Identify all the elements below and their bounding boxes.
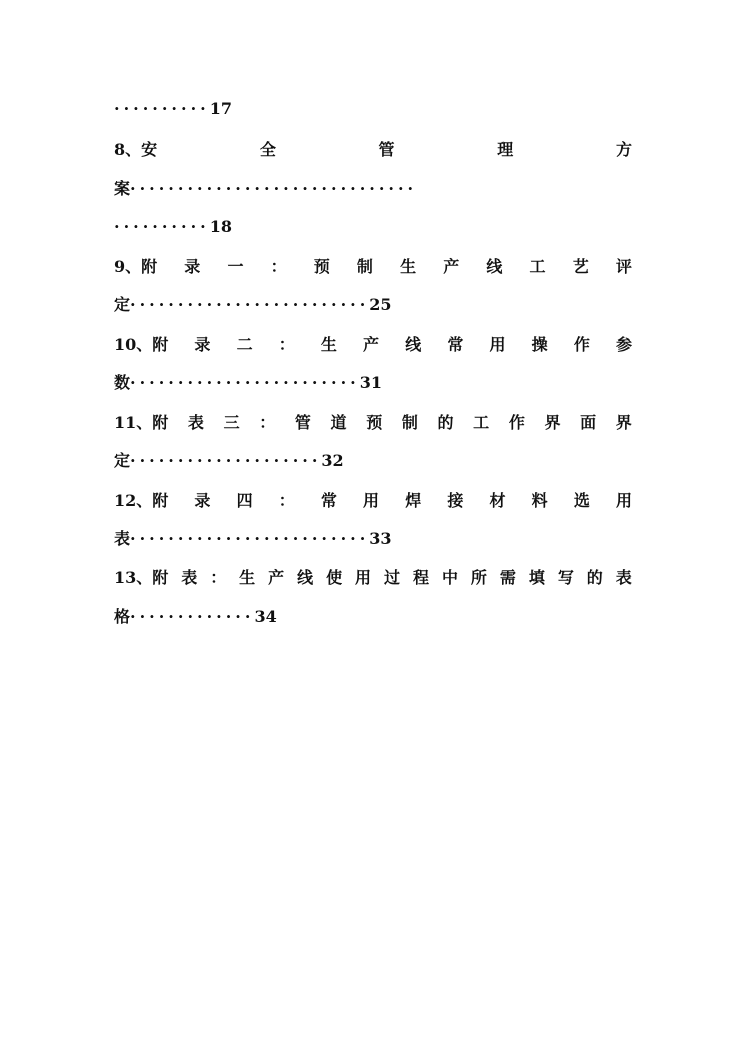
toc-char: 填: [528, 568, 545, 587]
toc-char: 二: [236, 335, 253, 354]
toc-char: 表: [114, 529, 131, 548]
toc-char: 用: [615, 491, 632, 510]
toc-char: ：: [210, 568, 227, 587]
toc-char: 四: [236, 491, 253, 510]
toc-page-number: 31: [359, 373, 382, 392]
toc-char: 一: [227, 257, 244, 276]
toc-page-number: 17: [209, 99, 232, 118]
toc-page-number: 25: [369, 295, 392, 314]
toc-char: 焊: [405, 491, 422, 510]
toc-char: 接: [447, 491, 464, 510]
toc-char: 13、附: [114, 568, 169, 587]
toc-continuation-18: [114, 213, 632, 241]
toc-char: 使: [326, 568, 343, 587]
toc-entry-9-leader[interactable]: [114, 291, 632, 319]
toc-leader-dots: ·············: [130, 607, 255, 626]
toc-char: 9、附: [114, 257, 158, 276]
toc-char: 写: [557, 568, 574, 587]
toc-char: 用: [489, 335, 506, 354]
toc-char: 定: [114, 295, 131, 314]
toc-char: 格: [114, 607, 131, 626]
toc-char: 的: [586, 568, 603, 587]
toc-char: 产: [268, 568, 285, 587]
toc-leader-dots: ··········: [114, 99, 210, 118]
toc-char: 用: [355, 568, 372, 587]
toc-char: 生: [239, 568, 256, 587]
toc-char: 表: [187, 413, 204, 432]
toc-char: 产: [363, 335, 380, 354]
toc-char: 需: [499, 568, 516, 587]
toc-char: 录: [194, 491, 211, 510]
toc-entry-9-heading[interactable]: [114, 253, 632, 281]
toc-char: 管: [294, 413, 311, 432]
toc-entry-11-heading[interactable]: [114, 409, 632, 437]
toc-char: 产: [443, 257, 460, 276]
toc-entry-8-leader[interactable]: [114, 175, 632, 203]
toc-entry-12-leader[interactable]: [114, 525, 632, 553]
toc-char: 生: [400, 257, 417, 276]
toc-char: 过: [384, 568, 401, 587]
toc-char: 理: [497, 140, 514, 159]
toc-char: 录: [184, 257, 201, 276]
toc-char: ：: [270, 257, 287, 276]
toc-char: 线: [405, 335, 422, 354]
toc-char: ：: [278, 335, 295, 354]
toc-char: 表: [615, 568, 632, 587]
toc-char: 预: [366, 413, 383, 432]
toc-page-number: 34: [254, 607, 277, 626]
toc-char: 程: [412, 568, 429, 587]
toc-page-number: 32: [321, 451, 344, 470]
toc-char: 评: [615, 257, 632, 276]
toc-char: 选: [573, 491, 590, 510]
toc-page-number: 18: [209, 217, 232, 236]
toc-char: 作: [508, 413, 525, 432]
toc-char: 面: [580, 413, 597, 432]
toc-char: 录: [194, 335, 211, 354]
toc-char: 常: [320, 491, 337, 510]
toc-char: 线: [297, 568, 314, 587]
toc-leader-dots: ··········: [114, 217, 210, 236]
toc-char: ：: [259, 413, 276, 432]
toc-char: 的: [437, 413, 454, 432]
toc-char: 工: [473, 413, 490, 432]
toc-char: 方: [615, 140, 632, 159]
toc-char: 中: [441, 568, 458, 587]
toc-continuation-17: [114, 95, 632, 123]
toc-char: 参: [615, 335, 632, 354]
toc-char: 制: [356, 257, 373, 276]
toc-char: 界: [544, 413, 561, 432]
toc-char: 艺: [572, 257, 589, 276]
toc-char: 全: [259, 140, 276, 159]
toc-char: 用: [363, 491, 380, 510]
toc-leader-dots: ························: [130, 373, 360, 392]
toc-char: 所: [470, 568, 487, 587]
toc-entry-11-leader[interactable]: [114, 447, 632, 475]
toc-char: 制: [401, 413, 418, 432]
toc-char: 生: [320, 335, 337, 354]
toc-leader-dots: ·························: [130, 295, 370, 314]
toc-char: 操: [531, 335, 548, 354]
toc-char: 材: [489, 491, 506, 510]
toc-char: 10、附: [114, 335, 169, 354]
toc-char: 案: [114, 179, 131, 198]
toc-char: 预: [313, 257, 330, 276]
toc-char: 管: [378, 140, 395, 159]
toc-entry-10-leader[interactable]: [114, 369, 632, 397]
toc-char: 常: [447, 335, 464, 354]
toc-char: 线: [486, 257, 503, 276]
toc-page-number: 33: [369, 529, 392, 548]
toc-char: 料: [531, 491, 548, 510]
toc-char: 11、附: [114, 413, 169, 432]
toc-char: 界: [615, 413, 632, 432]
toc-leader-dots: ····················: [130, 451, 322, 470]
toc-entry-10-heading[interactable]: [114, 331, 632, 359]
toc-char: 12、附: [114, 491, 169, 510]
toc-char: ：: [278, 491, 295, 510]
toc-char: 数: [114, 373, 131, 392]
toc-entry-13-leader[interactable]: [114, 603, 632, 631]
toc-char: 三: [223, 413, 240, 432]
toc-leader-dots: ······························: [130, 179, 418, 198]
toc-leader-dots: ·························: [130, 529, 370, 548]
toc-entry-8-heading[interactable]: [114, 136, 632, 164]
toc-char: 定: [114, 451, 131, 470]
toc-char: 作: [573, 335, 590, 354]
toc-char: 表: [181, 568, 198, 587]
toc-char: 8、安: [114, 140, 158, 159]
toc-char: 工: [529, 257, 546, 276]
toc-entry-13-heading[interactable]: [114, 564, 632, 592]
toc-char: 道: [330, 413, 347, 432]
toc-entry-12-heading[interactable]: [114, 487, 632, 515]
